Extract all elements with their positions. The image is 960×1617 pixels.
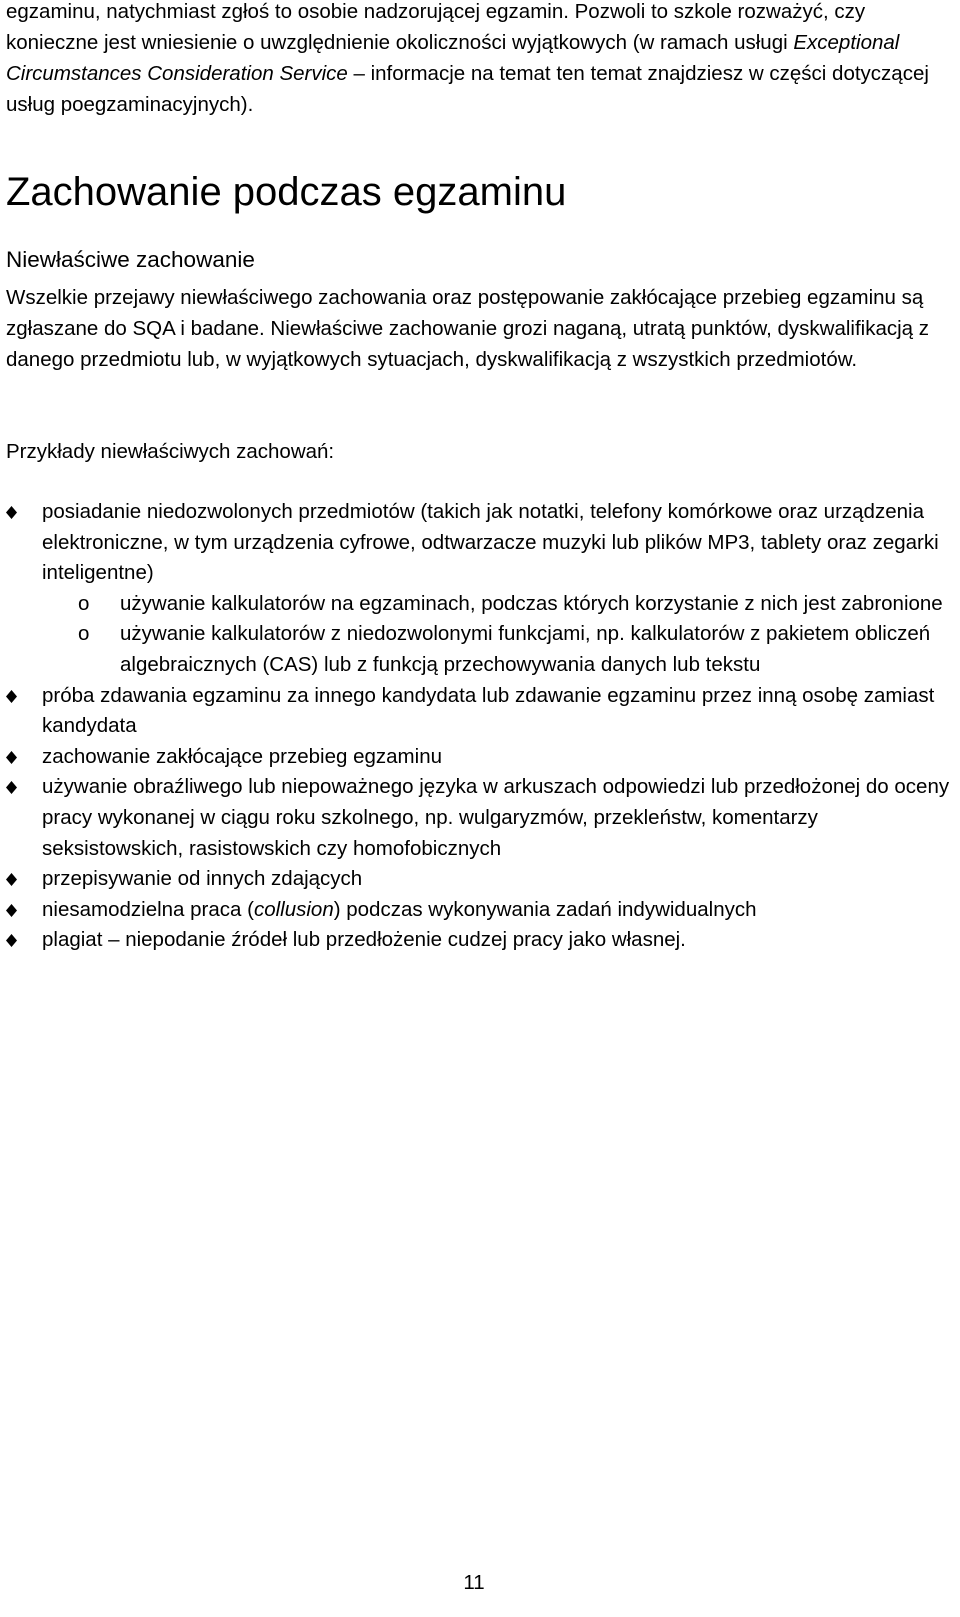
sub-bullet-icon: o: [78, 591, 90, 615]
list-item-text: zachowanie zakłócające przebieg egzaminu: [42, 744, 442, 768]
diamond-bullet-icon: [6, 904, 17, 917]
diamond-bullet-icon: [6, 751, 17, 764]
sub-list-item: [78, 589, 950, 620]
misconduct-list: [6, 497, 950, 956]
list-item-italic-term: collusion: [253, 897, 334, 921]
diamond-bullet-icon: [6, 934, 17, 947]
sub-list-item-text: używanie kalkulatorów na egzaminach, podczas których korzystanie z nich jest zabronione: [120, 591, 943, 615]
list-item: [6, 925, 950, 956]
sub-list-item: [78, 619, 950, 680]
list-item: [6, 742, 950, 773]
examples-label: Przykłady niewłaściwych zachowań:: [6, 440, 335, 463]
sub-bullet-icon: o: [78, 622, 90, 646]
list-item-text: niesamodzielna praca (: [42, 897, 254, 921]
section-heading: Zachowanie podczas egzaminu: [6, 170, 567, 214]
list-item: [6, 895, 950, 926]
body-paragraph: Wszelkie przejawy niewłaściwego zachowania oraz postępowanie zakłócające przebieg egzaminu są zgłaszane do SQA i badane. Niewłaściwe zachowanie grozi naganą, utratą punktów, dyskwalifikacją z danego przedmiotu lub, w wyjątkowych sytuacjach, dyskwalifikacją z wszystkich przedmiotów.: [6, 286, 930, 371]
intro-italic-term: Exceptional Circumstances Consideration Service: [6, 31, 900, 85]
intro-paragraph: [6, 0, 950, 120]
list-item-text: plagiat – niepodanie źródeł lub przedłożenie cudzej pracy jako własnej.: [42, 928, 686, 952]
page-number: 11: [463, 1571, 485, 1594]
sub-list-item-text: używanie kalkulatorów z niedozwolonymi funkcjami, np. kalkulatorów z pakietem obliczeń algebraicznych (CAS) lub z funkcją przechowywania danych lub tekstu: [120, 622, 931, 676]
list-item-text-end: ) podczas wykonywania zadań indywidualnych: [333, 897, 757, 921]
list-item: [6, 681, 950, 742]
intro-text-2: – informacje na temat ten temat znajdziesz w części dotyczącej usług poegzaminacyjnych).: [6, 62, 929, 116]
section-subheading: Niewłaściwe zachowanie: [6, 247, 255, 272]
diamond-bullet-icon: [6, 873, 17, 886]
list-item: [6, 864, 950, 895]
list-item: [6, 497, 950, 589]
intro-text-1: egzaminu, natychmiast zgłoś to osobie nadzorującej egzamin. Pozwoli to szkole rozważyć, czy konieczne jest wniesienie o uwzględnienie okoliczności wyjątkowych (w ramach usługi: [6, 0, 866, 54]
diamond-bullet-icon: [6, 506, 17, 519]
diamond-bullet-icon: [6, 690, 17, 703]
list-item-text: używanie obraźliwego lub niepoważnego języka w arkuszach odpowiedzi lub przedłożonej do oceny pracy wykonanej w ciągu roku szkolnego, np. wulgaryzmów, przekleństw, komentarzy seksistowskich, rasistowskich czy homofobicznych: [42, 775, 950, 860]
list-item: [6, 772, 950, 864]
list-item-text: posiadanie niedozwolonych przedmiotów (takich jak notatki, telefony komórkowe oraz urządzenia elektroniczne, w tym urządzenia cyfrowe, odtwarzacze muzyki lub plików MP3, tablety oraz zegarki inteligentne): [42, 500, 939, 585]
list-item-text: przepisywanie od innych zdających: [42, 867, 363, 891]
diamond-bullet-icon: [6, 781, 17, 794]
list-item-text: próba zdawania egzaminu za innego kandydata lub zdawanie egzaminu przez inną osobę zamiast kandydata: [42, 683, 935, 738]
